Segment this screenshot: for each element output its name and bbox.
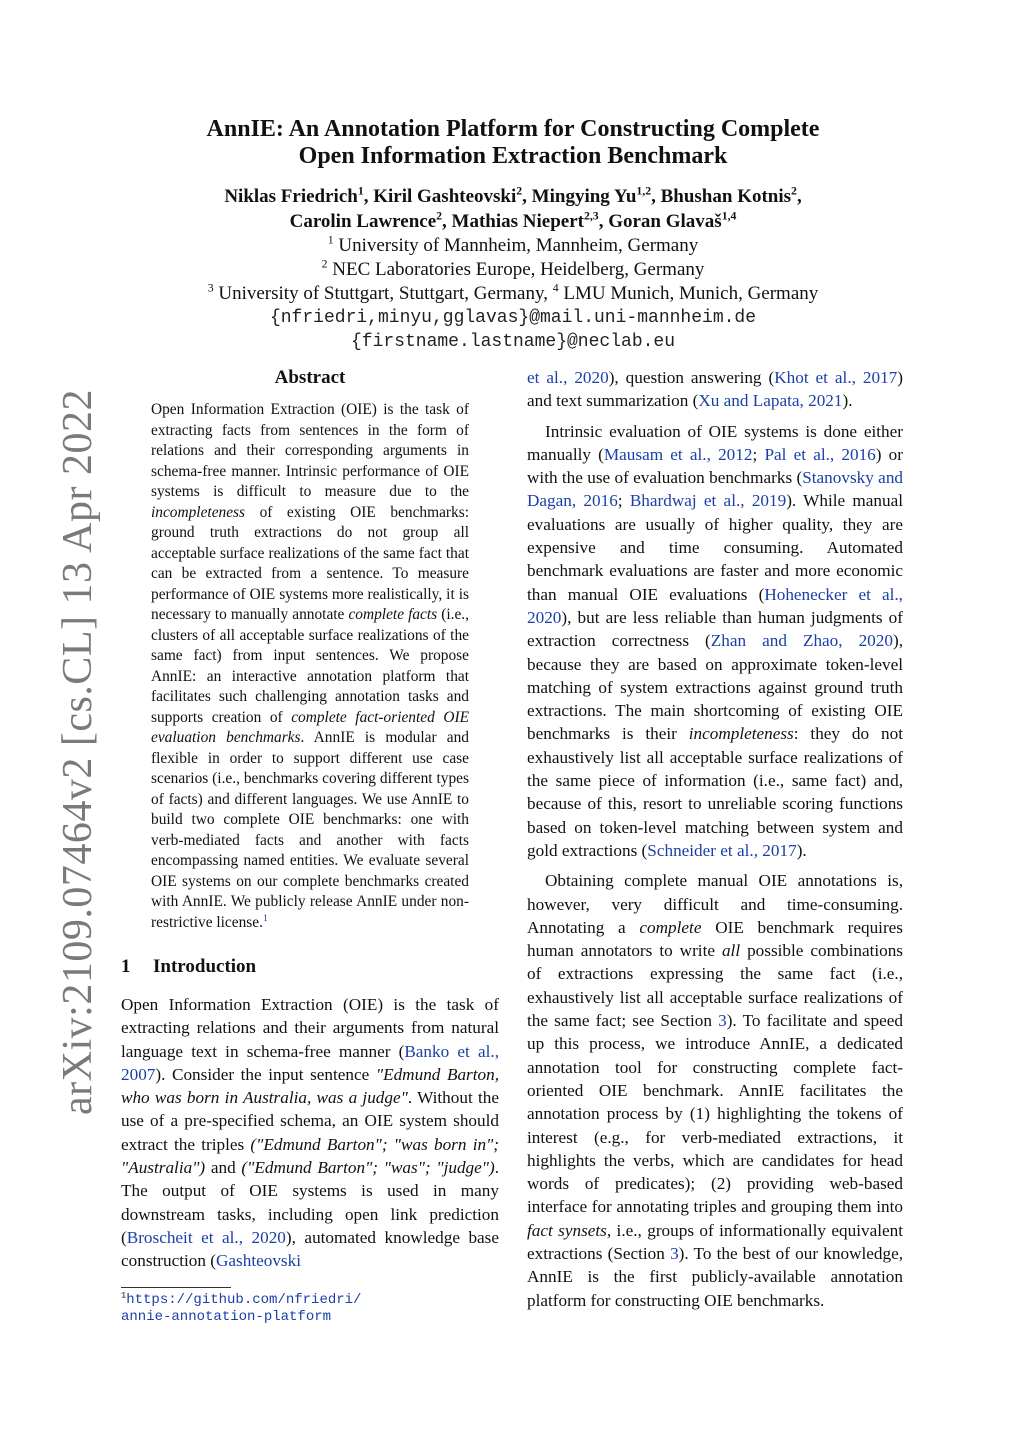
author-affiliation-mark: 2,3 bbox=[583, 209, 599, 223]
citation-link[interactable]: Stanovsky and Dagan, 2016 bbox=[527, 468, 904, 511]
section-ref-link[interactable]: 3 bbox=[718, 1011, 727, 1031]
section-heading-introduction bbox=[121, 955, 499, 979]
footnote-number: 1 bbox=[121, 1289, 127, 1300]
citation-link[interactable]: Pal et al., 2016 bbox=[764, 444, 876, 464]
author-affiliation-mark: 1 bbox=[357, 184, 364, 198]
citation-link[interactable]: Gashteovski bbox=[216, 1251, 301, 1271]
citation-link[interactable]: Mausam et al., 2012 bbox=[603, 444, 753, 464]
citation-link[interactable]: Khot et al., 2017 bbox=[774, 368, 898, 387]
author-line-2: Carolin Lawrence$^2$, Mathias Niepert$^{2,3}$, Goran Glavaš$^{1,4}$ bbox=[289, 209, 737, 232]
footnote-url-line-2[interactable]: annie-annotation-platform bbox=[121, 1308, 332, 1325]
author-affiliation-mark: 1,4 bbox=[721, 209, 737, 223]
affiliation-2 bbox=[118, 258, 908, 282]
affiliation-text: LMU Munich, Munich, Germany bbox=[563, 283, 819, 304]
section-ref-link[interactable]: 3 bbox=[670, 1243, 679, 1263]
author-affiliation-mark: 2 bbox=[436, 209, 443, 223]
affiliation-1 bbox=[118, 234, 908, 258]
author-name: Mathias Niepert bbox=[451, 211, 584, 232]
citation-link[interactable]: Broscheit et al., 2020 bbox=[126, 1227, 286, 1247]
citation-link[interactable]: Hohenecker et al., 2020 bbox=[527, 584, 903, 627]
affiliation-text: NEC Laboratories Europe, Heidelberg, Germany bbox=[332, 259, 705, 280]
author-name: Bhushan Kotnis bbox=[660, 186, 792, 207]
right-column bbox=[527, 366, 903, 1312]
intro-paragraph-continued: et al., 2020), question answering (Khot et al., 2017) and text summarization (Xu and Lapata, 2021). bbox=[527, 368, 903, 411]
affiliation-number: 3 bbox=[207, 281, 214, 295]
affiliation-number: 1 bbox=[327, 233, 334, 247]
citation-link[interactable]: Xu and Lapata, 2021 bbox=[698, 391, 843, 411]
paper-header bbox=[118, 116, 908, 354]
citation-link[interactable]: Bhardwaj et al., 2019 bbox=[629, 491, 787, 511]
section-title: Introduction bbox=[153, 956, 257, 977]
author-name: Kiril Gashteovski bbox=[373, 186, 517, 207]
author-affiliation-mark: 2 bbox=[516, 184, 523, 198]
author-affiliation-mark: 1,2 bbox=[636, 184, 652, 198]
footnote-url-line-1[interactable]: https://github.com/nfriedri/ bbox=[126, 1291, 362, 1308]
arxiv-stamp: arXiv:2109.07464v2 [cs.CL] 13 Apr 2022 bbox=[55, 389, 101, 1115]
footnote-rule bbox=[121, 1287, 231, 1288]
author-name: Carolin Lawrence bbox=[289, 211, 437, 232]
email-line-2: {firstname.lastname}@neclab.eu bbox=[350, 332, 676, 352]
left-column bbox=[121, 366, 499, 1326]
affiliation-text: University of Mannheim, Mannheim, Germany bbox=[338, 235, 699, 256]
section-number: 1 bbox=[121, 956, 131, 977]
title-line-2: Open Information Extraction Benchmark bbox=[298, 143, 728, 169]
author-line-1: Niklas Friedrich$^1$, Kiril Gashteovski$^2$, Mingying Yu$^{1,2}$, Bhushan Kotnis$^2$, bbox=[224, 184, 802, 207]
intro-paragraph-evaluation: Intrinsic evaluation of OIE systems is done either manually (Mausam et al., 2012; Pal et al., 2016) or with the use of evaluation benchmarks (Stanovsky and Dagan, 2016; Bhardwaj et al., 2019). While manual evaluations are usually of higher quality, they are expensive and time consuming. Automated benchmark evaluations are faster and more economic than manual OIE evaluations (Hohenecker et al., 2020), but are less reliable than human judgments of extraction correctness (Zhan and Zhao, 2020), because they are based on approximate token-level matching of system extractions against ground truth extractions. The main shortcoming of existing OIE benchmarks is their incompleteness: they do not exhaustively list all acceptable surface realizations of the same piece of information (i.e., same fact) and, because of this, resort to unreliable scoring functions based on token-level matching between system and gold extractions (Schneider et al., 2017). bbox=[527, 421, 904, 860]
affiliation-text: University of Stuttgart, Stuttgart, Germany, bbox=[218, 283, 548, 304]
citation-link[interactable]: Zhan and Zhao, 2020 bbox=[710, 631, 893, 651]
affiliation-number: 2 bbox=[321, 257, 328, 271]
footnote bbox=[121, 1289, 499, 1326]
intro-paragraph-annie: Obtaining complete manual OIE annotations is, however, very difficult and time-consuming. Annotating a complete OIE benchmark requires human annotators to write all possible combinations of extractions expressing the same fact (i.e., exhaustively list all acceptable surface realizations of the same fact; see Section 3). To facilitate and speed up this process, we introduce AnnIE, a dedicated annotation tool for constructing complete fact-oriented OIE benchmark. AnnIE facilitates the annotation process by (1) highlighting the tokens of interest (e.g., for verb-mediated extractions, it highlights the verbs, which are candidates for head words of predicates); (2) providing web-based interface for annotating triples and grouping them into fact synsets, i.e., groups of informationally equivalent extractions (Section 3). To the best of our knowledge, AnnIE is the first publicly-available annotation platform for constructing OIE benchmarks. bbox=[527, 871, 904, 1310]
footnote-link[interactable]: 1 bbox=[262, 912, 268, 924]
paper-title bbox=[118, 116, 908, 170]
title-line-1: AnnIE: An Annotation Platform for Constructing Complete bbox=[206, 116, 820, 142]
citation-link[interactable]: Schneider et al., 2017 bbox=[647, 840, 797, 860]
affiliation-number: 4 bbox=[552, 281, 559, 295]
intro-paragraph: Open Information Extraction (OIE) is the task of extracting relations and their arguments from natural language text in schema-free manner (Banko et al., 2007). Consider the input sentence "Edmund Barton, who was born in Australia, was a judge". Without the use of a pre-specified schema, an OIE system should extract the triples ("Edmund Barton"; "was born in"; "Australia") and ("Edmund Barton"; "was"; "judge"). The output of OIE systems is used in many downstream tasks, including open link prediction (Broscheit et al., 2020), automated knowledge base construction (Gashteovski bbox=[121, 995, 500, 1271]
abstract-body: Open Information Extraction (OIE) is the task of extracting facts from sentences in the form of relations and their corresponding arguments in schema-free manner. Intrinsic performance of OIE systems is difficult to measure due to the incompleteness of existing OIE benchmarks: ground truth extractions do not group all acceptable surface realizations of the same fact that can be extracted from a sentence. To measure performance of OIE systems more realistically, it is necessary to manually annotate complete facts (i.e., clusters of all acceptable surface realizations of the same fact) from input sentences. We propose AnnIE: an interactive annotation platform that facilitates such challenging annotation tasks and supports creation of complete fact-oriented OIE evaluation benchmarks. AnnIE is modular and flexible in order to support different use case scenarios (i.e., benchmarks covering different types of facts) and different languages. We use AnnIE to build two complete OIE benchmarks: one with verb-mediated facts and another with facts encompassing named entities. We evaluate several OIE systems on our complete benchmarks created with AnnIE. We publicly release AnnIE under non-restrictive license.$^1$ bbox=[151, 401, 470, 931]
citation-link[interactable]: et al., 2020 bbox=[527, 368, 609, 387]
email-line-1: {nfriedri,minyu,gglavas}@mail.uni-mannheim.de bbox=[269, 308, 757, 328]
abstract-heading: Abstract bbox=[274, 367, 346, 388]
author-affiliation-mark: 2 bbox=[791, 184, 797, 198]
author-name: Niklas Friedrich bbox=[224, 186, 358, 207]
author-name: Mingying Yu bbox=[531, 186, 637, 207]
author-name: Goran Glavaš bbox=[608, 211, 722, 232]
affiliation-3-4 bbox=[118, 282, 908, 306]
citation-link[interactable]: Banko et al., 2007 bbox=[121, 1041, 499, 1084]
